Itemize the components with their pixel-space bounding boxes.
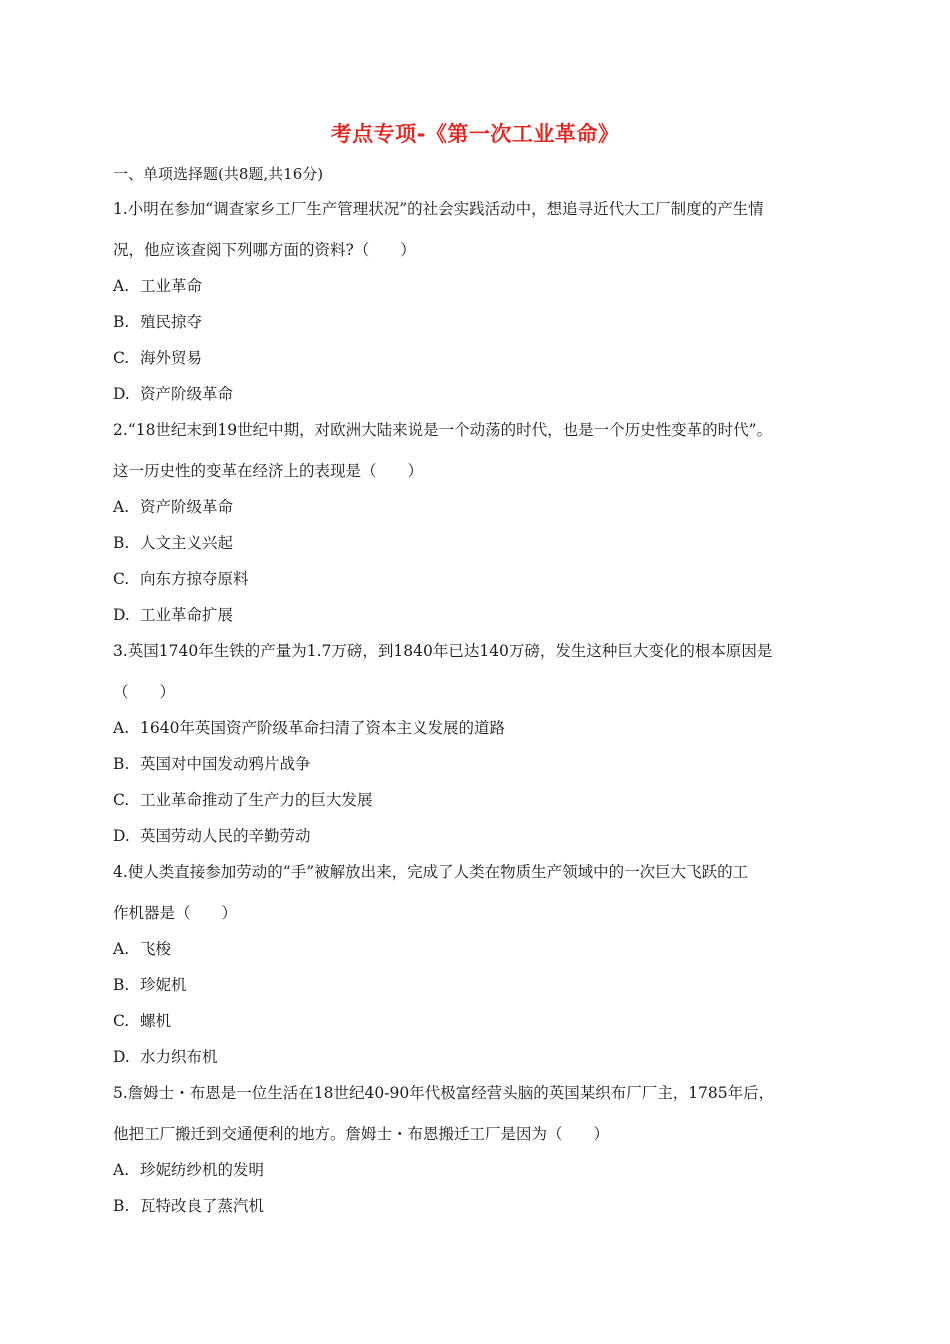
question-2-option-b: [113, 533, 233, 553]
question-5-option-b: [113, 1196, 264, 1216]
question-1-line-1: 1.小明在参加“调查家乡工厂生产管理状况”的社会实践活动中，想追寻近代大工厂制度的产生情: [113, 200, 764, 218]
question-3-option-b: [113, 754, 311, 774]
question-4-option-c: [113, 1011, 171, 1031]
option-letter: D.: [113, 385, 130, 403]
option-letter: C.: [113, 1012, 130, 1030]
question-2-option-a: [113, 497, 233, 517]
option-text: 英国对中国发动鸦片战争: [140, 755, 311, 773]
document-title: 考点专项-《第一次工业革命》: [330, 122, 620, 146]
option-letter: A.: [113, 277, 130, 295]
question-1-option-a: [113, 276, 202, 296]
question-4-option-b: [113, 975, 187, 995]
option-text: 珍妮机: [140, 976, 187, 994]
question-3-option-d: [113, 826, 311, 846]
option-letter: C.: [113, 791, 130, 809]
option-text: 螺机: [140, 1012, 172, 1030]
option-letter: B.: [113, 1197, 130, 1215]
option-letter: B.: [113, 976, 130, 994]
question-1-option-c: [113, 348, 202, 368]
option-text: 水力织布机: [140, 1048, 218, 1066]
option-text: 海外贸易: [140, 349, 203, 367]
option-letter: A.: [113, 719, 130, 737]
question-1-option-b: [113, 312, 202, 332]
option-text: 飞梭: [140, 940, 172, 958]
option-letter: C.: [113, 349, 130, 367]
question-1-option-d: [113, 384, 233, 404]
question-4-line-1: 4.使人类直接参加劳动的“手”被解放出来，完成了人类在物质生产领域中的一次巨大飞跃的工: [113, 863, 749, 881]
option-text: 英国劳动人民的辛勤劳动: [140, 827, 311, 845]
option-letter: A.: [113, 1161, 130, 1179]
question-2-line-2: 这一历史性的变革在经济上的表现是（ ）: [113, 462, 424, 480]
option-text: 工业革命推动了生产力的巨大发展: [140, 791, 373, 809]
option-text: 瓦特改良了蒸汽机: [140, 1197, 265, 1215]
question-3-option-a: [113, 718, 505, 738]
question-3-line-2: （ ）: [113, 683, 176, 701]
question-5-line-2: 他把工厂搬迁到交通便利的地方。詹姆士・布恩搬迁工厂是因为（ ）: [113, 1125, 610, 1143]
question-5-line-1: 5.詹姆士・布恩是一位生活在18世纪40-90年代极富经营头脑的英国某织布厂厂主，1785年后，: [113, 1084, 775, 1102]
question-5-option-a: [113, 1160, 264, 1180]
option-letter: D.: [113, 1048, 130, 1066]
section-heading: 一、单项选择题(共8题,共16分): [113, 165, 324, 183]
question-2-option-d: [113, 605, 233, 625]
question-2-option-c: [113, 569, 249, 589]
question-3-option-c: [113, 790, 373, 810]
option-text: 珍妮纺纱机的发明: [140, 1161, 265, 1179]
option-text: 资产阶级革命: [140, 385, 234, 403]
question-2-line-1: 2.“18世纪末到19世纪中期，对欧洲大陆来说是一个动荡的时代，也是一个历史性变革的时代”。: [113, 421, 773, 439]
option-text: 资产阶级革命: [140, 498, 234, 516]
question-3-line-1: 3.英国1740年生铁的产量为1.7万磅，到1840年已达140万磅，发生这种巨大变化的根本原因是: [113, 642, 773, 660]
question-4-option-a: [113, 939, 171, 959]
option-text: 向东方掠夺原料: [140, 570, 249, 588]
option-letter: D.: [113, 606, 130, 624]
option-letter: A.: [113, 940, 130, 958]
option-text: 工业革命: [140, 277, 203, 295]
option-text: 人文主义兴起: [140, 534, 234, 552]
option-letter: B.: [113, 534, 130, 552]
option-letter: D.: [113, 827, 130, 845]
option-text: 殖民掠夺: [140, 313, 203, 331]
question-1-line-2: 况，他应该查阅下列哪方面的资料?（ ）: [113, 241, 416, 259]
question-4-line-2: 作机器是（ ）: [113, 904, 238, 922]
option-text: 工业革命扩展: [140, 606, 234, 624]
option-letter: B.: [113, 313, 130, 331]
option-letter: B.: [113, 755, 130, 773]
option-letter: A.: [113, 498, 130, 516]
question-4-option-d: [113, 1047, 218, 1067]
option-letter: C.: [113, 570, 130, 588]
option-text: 1640年英国资产阶级革命扫清了资本主义发展的道路: [140, 719, 505, 737]
